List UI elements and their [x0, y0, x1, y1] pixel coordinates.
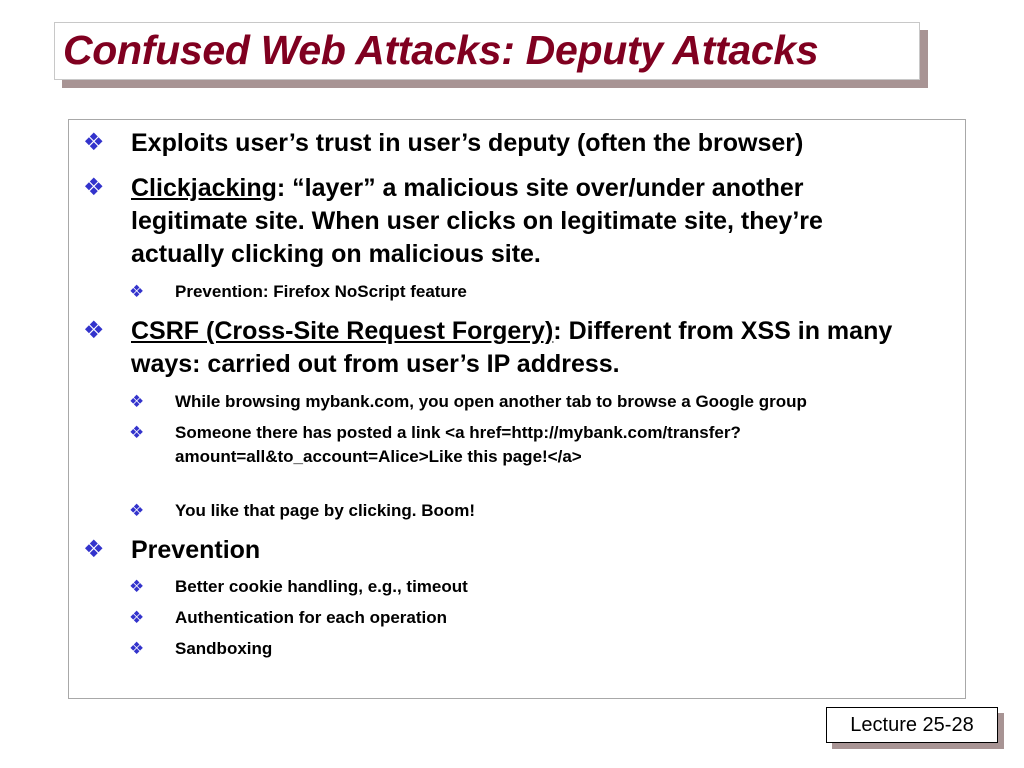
lecture-footer-box — [826, 707, 998, 743]
bullet-text: Exploits user’s trust in user’s deputy (often the browser) — [131, 129, 804, 157]
bullet-csrf — [83, 315, 921, 381]
sub-bullet-noscript — [129, 280, 935, 304]
sub-bullet-cookie — [129, 575, 935, 599]
diamond-bullet-icon: ❖ — [83, 173, 105, 201]
sub-bullet-browsing — [129, 390, 935, 414]
title-box — [54, 22, 920, 80]
sub-bullet-text: While browsing mybank.com, you open another tab to browse a Google group — [175, 392, 807, 411]
sub-bullet-text: Authentication for each operation — [175, 608, 448, 627]
bullet-text: : Different from XSS in many ways: carried out from user’s IP address. — [131, 317, 893, 378]
bullet-clickjacking — [83, 172, 921, 271]
bullet-exploits — [83, 127, 921, 160]
sub-bullet-text: You like that page by clicking. Boom! — [175, 501, 476, 520]
bullet-prevention — [83, 534, 921, 567]
bullet-text: Prevention — [131, 536, 261, 564]
sub-bullet-text: Someone there has posted a link <a href=http://mybank.com/transfer?amount=all&to_account=Alice>Like this page!</a> — [175, 423, 741, 466]
sub-bullet-text: Sandboxing — [175, 639, 273, 658]
diamond-bullet-icon: ❖ — [83, 316, 105, 344]
diamond-bullet-icon: ❖ — [83, 535, 105, 563]
diamond-bullet-icon: ❖ — [129, 577, 145, 597]
diamond-bullet-icon: ❖ — [129, 639, 145, 659]
sub-bullet-posted-link — [129, 421, 895, 469]
diamond-bullet-icon: ❖ — [129, 392, 145, 412]
diamond-bullet-icon: ❖ — [129, 608, 145, 628]
sub-bullet-boom — [129, 499, 935, 523]
diamond-bullet-icon: ❖ — [129, 282, 145, 302]
lecture-label: Lecture 25-28 — [850, 714, 974, 736]
sub-bullet-sandboxing — [129, 637, 935, 661]
sub-bullet-text: Prevention: Firefox NoScript feature — [175, 282, 467, 301]
diamond-bullet-icon: ❖ — [129, 423, 145, 443]
diamond-bullet-icon: ❖ — [129, 501, 145, 521]
clickjacking-term: Clickjacking — [131, 174, 277, 202]
csrf-term: CSRF (Cross-Site Request Forgery) — [131, 317, 554, 345]
diamond-bullet-icon: ❖ — [83, 128, 105, 156]
sub-bullet-text: Better cookie handling, e.g., timeout — [175, 577, 468, 596]
bullet-text: : “layer” a malicious site over/under another legitimate site. When user clicks on legitimate site, they’re actually clicking on malicious site. — [131, 174, 823, 268]
slide-title: Confused Web Attacks: Deputy Attacks — [63, 27, 819, 73]
sub-bullet-authentication — [129, 606, 935, 630]
